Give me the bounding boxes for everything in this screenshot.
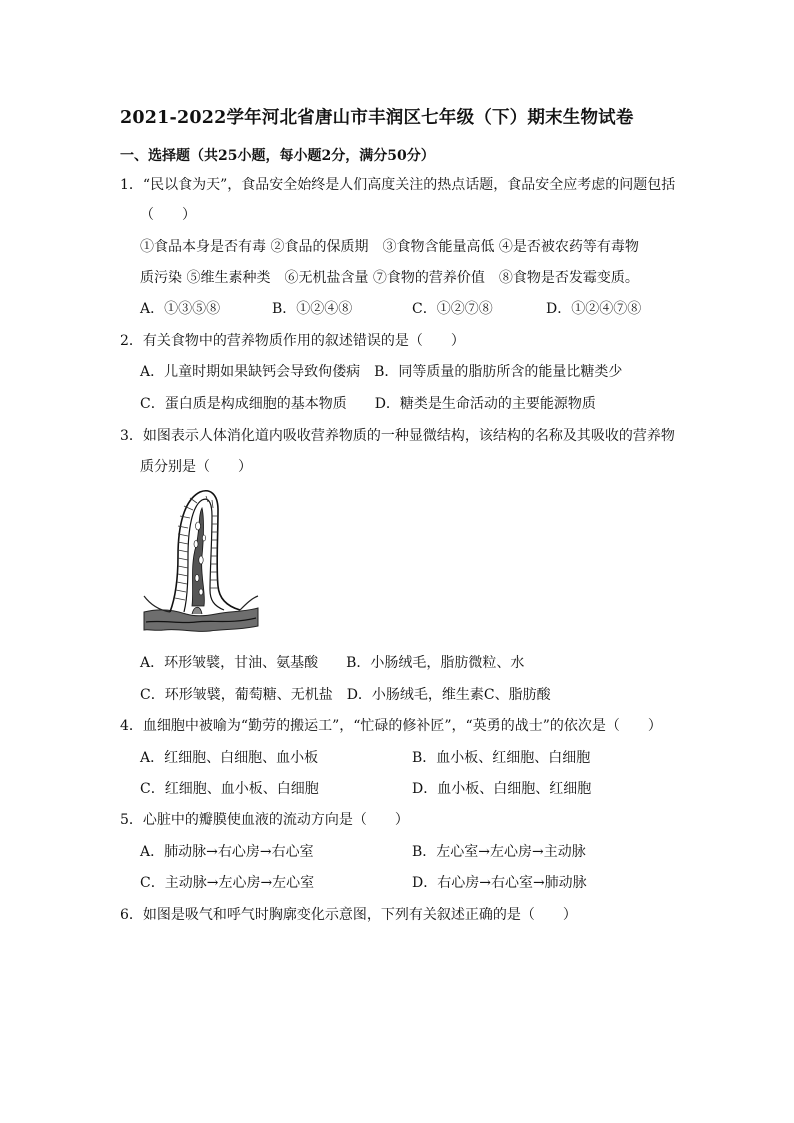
q1-stem-line1: 1．“民以食为天”，食品安全始终是人们高度关注的热点话题，食品安全应考虑的问题包括 (120, 177, 676, 193)
q1-items-line2: 质污染 ⑤维生素种类 ⑥无机盐含量 ⑦食物的营养价值 ⑧食物是否发霉变质。 (140, 270, 639, 286)
q4-option-c: C．红细胞、血小板、白细胞 (140, 781, 319, 797)
q5-option-c: C．主动脉→左心房→左心室 (140, 875, 315, 891)
section-heading: 一、选择题（共25小题，每小题2分，满分50分） (120, 148, 435, 164)
q4-option-b: B．血小板、红细胞、白细胞 (412, 750, 591, 766)
q3-stem-line2: 质分别是（ ） (140, 459, 252, 475)
q2-stem: 2．有关食物中的营养物质作用的叙述错误的是（ ） (120, 333, 465, 349)
q4-stem: 4．血细胞中被喻为“勤劳的搬运工”，“忙碌的修补匠”，“英勇的战士”的依次是（ ） (120, 718, 662, 734)
q5-option-d: D．右心房→右心室→肺动脉 (412, 875, 587, 891)
q1-option-b: B．①②④⑧ (272, 301, 353, 317)
q1-option-d: D．①②④⑦⑧ (546, 301, 642, 317)
page-title: 2021-2022学年河北省唐山市丰润区七年级（下）期末生物试卷 (120, 108, 634, 128)
q2-options-line1: A．儿童时期如果缺钙会导致佝偻病 B．同等质量的脂肪所含的能量比糖类少 (140, 364, 623, 380)
q5-stem: 5．心脏中的瓣膜使血液的流动方向是（ ） (120, 812, 409, 828)
q3-options-line2: C．环形皱襞，葡萄糖、无机盐 D．小肠绒毛，维生素C、脂肪酸 (140, 687, 551, 703)
q4-option-d: D．血小板、白细胞、红细胞 (412, 781, 592, 797)
q4-option-a: A．红细胞、白细胞、血小板 (140, 750, 319, 766)
q5-option-b: B．左心室→左心房→主动脉 (412, 844, 586, 860)
q1-items-line1: ①食品本身是否有毒 ②食品的保质期 ③食物含能量高低 ④是否被农药等有毒物 (140, 239, 639, 255)
q6-stem: 6．如图是吸气和呼气时胸廓变化示意图，下列有关叙述正确的是（ ） (120, 907, 577, 923)
q2-options-line2: C．蛋白质是构成细胞的基本物质 D．糖类是生命活动的主要能源物质 (140, 396, 596, 412)
q3-stem-line1: 3．如图表示人体消化道内吸收营养物质的一种显微结构，该结构的名称及其吸收的营养物 (120, 428, 675, 444)
q5-option-a: A．肺动脉→右心房→右心室 (140, 844, 314, 860)
q1-option-c: C．①②⑦⑧ (412, 301, 493, 317)
q3-options-line1: A．环形皱襞，甘油、氨基酸 B．小肠绒毛，脂肪微粒、水 (140, 655, 525, 671)
q1-option-a: A．①③⑤⑧ (140, 301, 221, 317)
villus-figure (140, 486, 260, 636)
q1-stem-line2: （ ） (140, 207, 196, 223)
